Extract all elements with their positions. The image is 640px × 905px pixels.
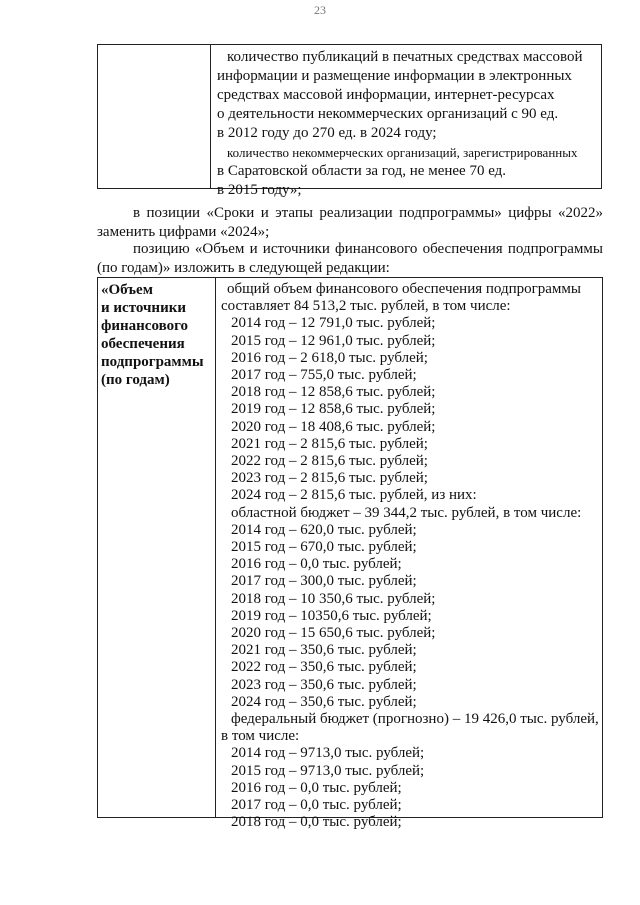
funding-line: 2022 год – 2 815,6 тыс. рублей; [231,453,428,470]
funding-line: 2019 год – 10350,6 тыс. рублей; [231,607,432,624]
text-line: информации и размещение информации в электронных [217,68,572,84]
funding-line: 2022 год – 350,6 тыс. рублей; [231,659,417,676]
funding-table [97,277,603,831]
indicators-cell [217,48,593,200]
funding-label-cell [101,281,213,389]
funding-line: 2023 год – 2 815,6 тыс. рублей; [231,470,428,487]
funding-line: общий объем финансового обеспечения подпрограммы [227,281,581,297]
funding-line: 2014 год – 12 791,0 тыс. рублей; [231,315,436,332]
funding-line: 2020 год – 18 408,6 тыс. рублей; [231,418,436,435]
funding-line: 2015 год – 670,0 тыс. рублей; [231,539,417,556]
funding-line: 2016 год – 0,0 тыс. рублей; [231,556,402,573]
funding-line: в том числе: [221,728,300,745]
funding-line: 2017 год – 0,0 тыс. рублей; [231,797,402,814]
text-line: в 2015 году»; [217,182,302,198]
label-line: подпрограммы [101,354,204,370]
text-line: количество публикаций в печатных средствах массовой [227,49,583,65]
funding-line: 2021 год – 350,6 тыс. рублей; [231,642,417,659]
funding-line: 2018 год – 12 858,6 тыс. рублей; [231,384,436,401]
label-line: (по годам) [101,372,170,388]
funding-line: 2014 год – 620,0 тыс. рублей; [231,521,417,538]
funding-line: 2021 год – 2 815,6 тыс. рублей; [231,435,428,452]
label-line: и источники [101,300,187,316]
table-column-divider [215,278,216,817]
funding-line: областной бюджет – 39 344,2 тыс. рублей, в том числе: [231,504,582,521]
funding-line: 2014 год – 9713,0 тыс. рублей; [231,745,425,762]
funding-line: 2017 год – 755,0 тыс. рублей; [231,367,417,384]
funding-line: 2024 год – 350,6 тыс. рублей; [231,693,417,710]
indicators-table-continuation [97,44,602,198]
label-line: финансового [101,318,189,334]
funding-line: составляет 84 513,2 тыс. рублей, в том числе: [221,298,511,315]
label-line: «Объем [101,282,153,298]
funding-line: 2016 год – 2 618,0 тыс. рублей; [231,349,428,366]
funding-line: 2018 год – 0,0 тыс. рублей; [231,814,402,831]
text-line: средствах массовой информации, интернет-ресурсах [217,87,555,103]
funding-line: 2017 год – 300,0 тыс. рублей; [231,573,417,590]
funding-line: федеральный бюджет (прогнозно) – 19 426,0 тыс. рублей, [231,711,599,728]
paragraph-funding: позицию «Объем и источники финансового обеспечения подпрограммы (по годам)» изложить в следующей редакции: [97,241,603,276]
funding-line: 2023 год – 350,6 тыс. рублей; [231,676,417,693]
funding-line: 2024 год – 2 815,6 тыс. рублей, из них: [231,487,477,504]
funding-line: 2018 год – 10 350,6 тыс. рублей; [231,590,436,607]
text-line: о деятельности некоммерческих организаций с 90 ед. [217,106,559,122]
paragraph-terms: в позиции «Сроки и этапы реализации подпрограммы» цифры «2022» заменить цифрами «2024»; [97,205,603,240]
page-number: 23 [314,3,326,17]
text-line: количество некоммерческих организаций, зарегистрированных [227,145,578,160]
text-line: в 2012 году до 270 ед. в 2024 году; [217,125,437,141]
label-line: обеспечения [101,336,185,352]
funding-line: 2016 год – 0,0 тыс. рублей; [231,779,402,796]
table-column-divider [210,45,211,188]
funding-line: 2019 год – 12 858,6 тыс. рублей; [231,401,436,418]
funding-values-cell [221,281,598,832]
funding-line: 2015 год – 9713,0 тыс. рублей; [231,762,425,779]
funding-line: 2020 год – 15 650,6 тыс. рублей; [231,625,436,642]
text-line: в Саратовской области за год, не менее 70 ед. [217,163,507,179]
funding-line: 2015 год – 12 961,0 тыс. рублей; [231,332,436,349]
